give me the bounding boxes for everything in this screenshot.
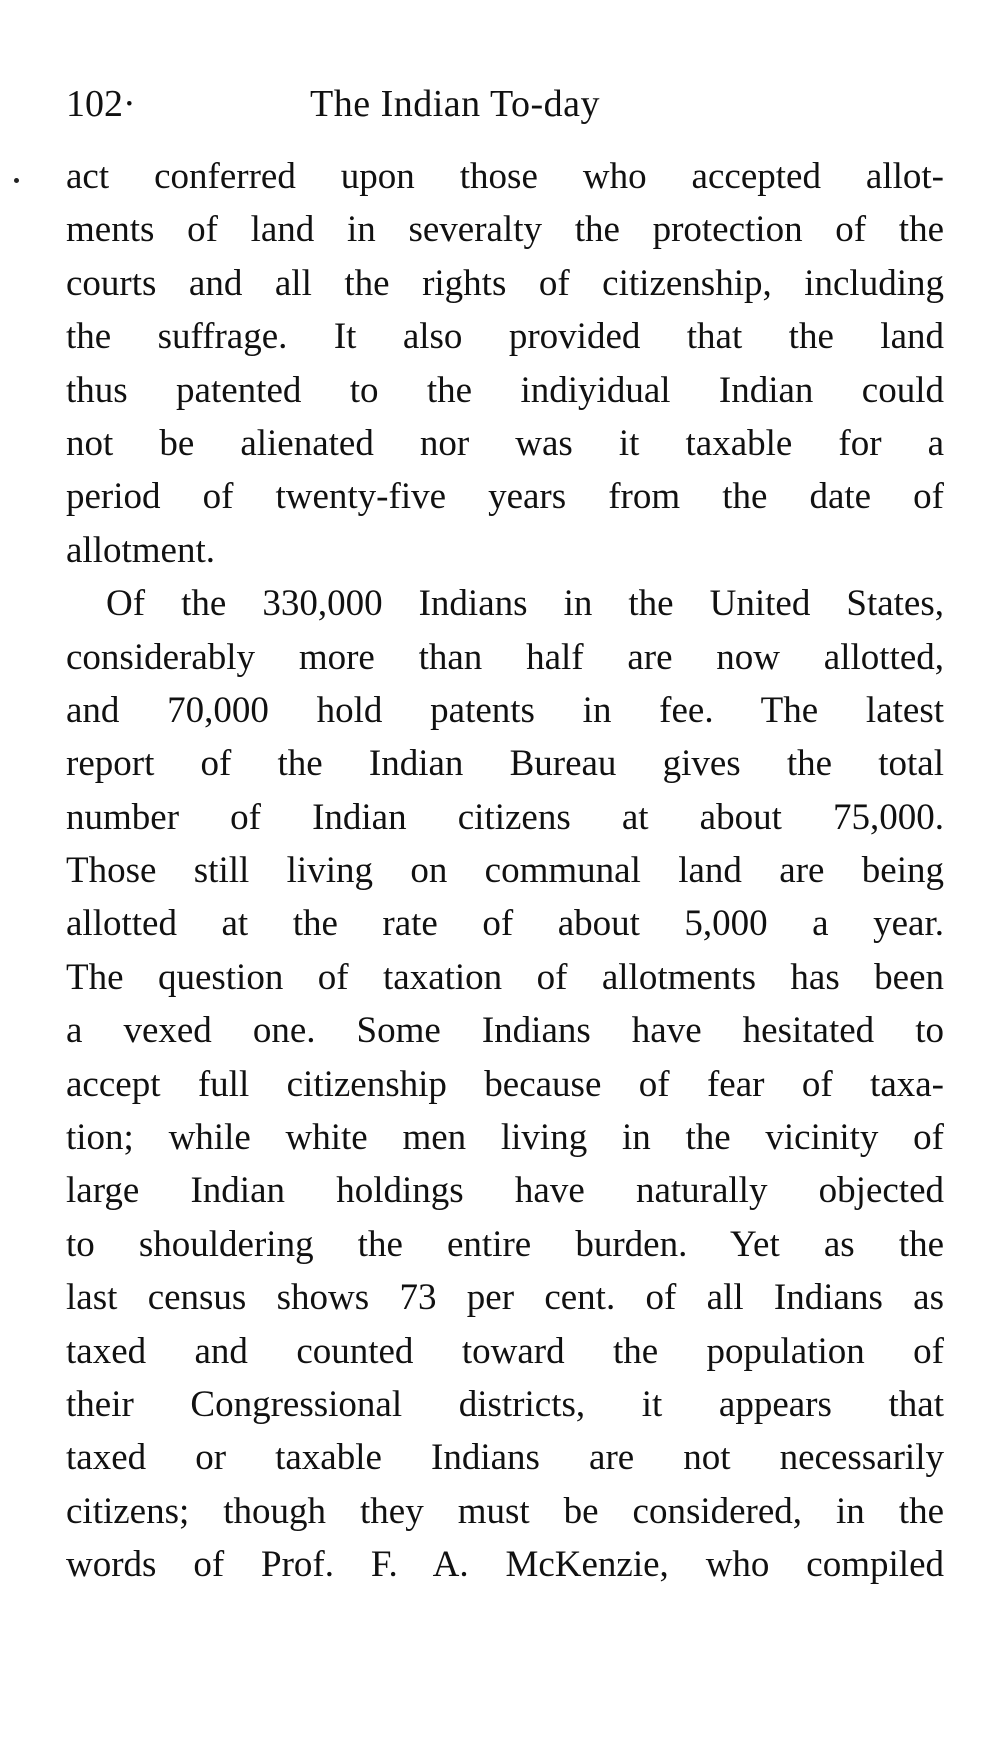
text-line: last census shows 73 per cent. of all Indians as — [66, 1277, 944, 1319]
text-line: large Indian holdings have naturally objected — [66, 1170, 944, 1212]
running-head — [66, 78, 946, 130]
text-line: their Congressional districts, it appears that — [66, 1383, 944, 1425]
page-number: 102· — [66, 83, 136, 125]
paragraph-last-line: allotment. — [66, 529, 215, 571]
text-line: considerably more than half are now allotted, — [66, 636, 944, 678]
text-line: to shouldering the entire burden. Yet as the — [66, 1223, 944, 1265]
text-line: citizens; though they must be considered, in the — [66, 1490, 944, 1532]
text-line: period of twenty-five years from the date of — [66, 476, 944, 518]
text-line: taxed or taxable Indians are not necessarily — [66, 1437, 944, 1479]
text-line: Those still living on communal land are being — [66, 850, 944, 892]
text-line: not be alienated nor was it taxable for a — [66, 422, 944, 464]
text-line: courts and all the rights of citizenship, including — [66, 262, 944, 304]
text-line: the suffrage. It also provided that the land — [66, 316, 944, 358]
text-line: thus patented to the indiyidual Indian could — [66, 369, 944, 411]
paragraph-first-line: Of the 330,000 Indians in the United States, — [106, 583, 944, 625]
text-line: number of Indian citizens at about 75,000. — [66, 796, 944, 838]
text-line: words of Prof. F. A. McKenzie, who compiled — [66, 1544, 944, 1586]
text-line: report of the Indian Bureau gives the total — [66, 743, 944, 785]
text-line: a vexed one. Some Indians have hesitated to — [66, 1010, 944, 1052]
stray-ink-mark — [14, 178, 19, 183]
running-title: The Indian To-day — [310, 83, 601, 125]
text-line: taxed and counted toward the population of — [66, 1330, 944, 1372]
text-line: tion; while white men living in the vicinity of — [66, 1117, 944, 1159]
body-text — [66, 150, 944, 1592]
text-line: The question of taxation of allotments has been — [66, 956, 944, 998]
text-line: ments of land in severalty the protection of the — [66, 209, 944, 251]
text-line: allotted at the rate of about 5,000 a year. — [66, 903, 944, 945]
text-line: and 70,000 hold patents in fee. The latest — [66, 689, 944, 731]
text-line: act conferred upon those who accepted allot- — [66, 156, 944, 197]
text-line: accept full citizenship because of fear of taxa- — [66, 1063, 944, 1105]
